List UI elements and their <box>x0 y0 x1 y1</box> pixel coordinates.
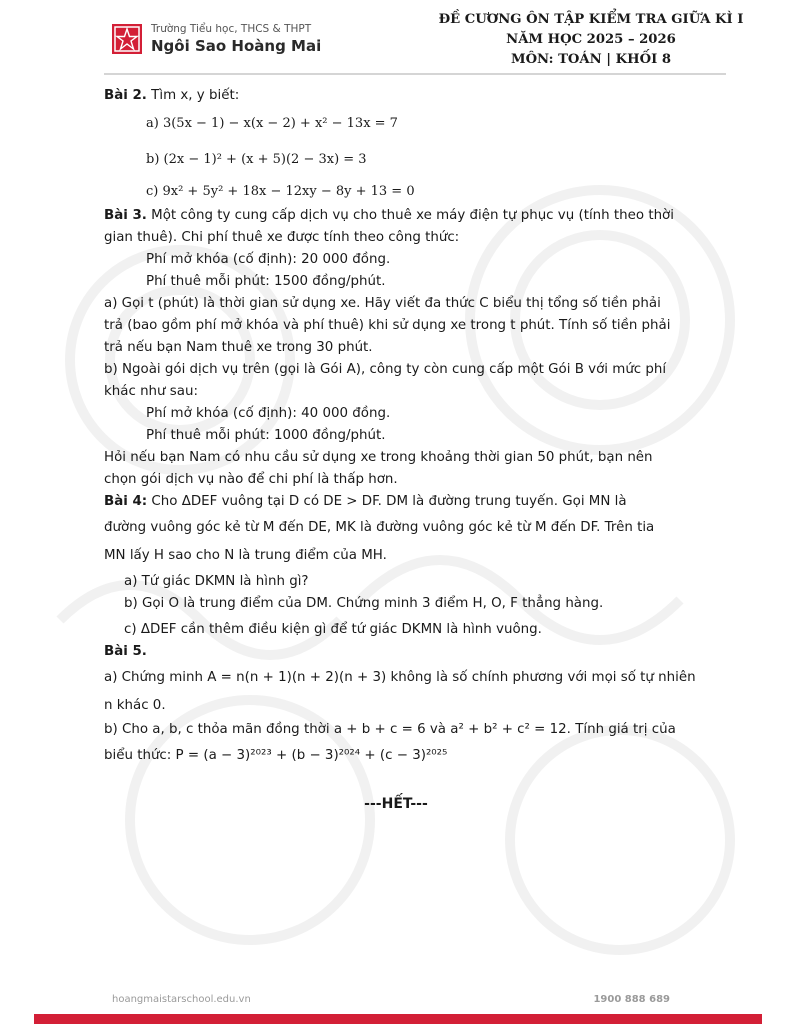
bai2-b: b) (2x − 1)² + (x + 5)(2 − 3x) = 3 <box>146 152 367 167</box>
subject-grade: MÔN: TOÁN | KHỐI 8 <box>510 52 672 67</box>
bai4-line2: đường vuông góc kẻ từ M đến DE, MK là đường vuông góc kẻ từ M đến DF. Trên tia <box>104 520 655 535</box>
bai3-line10: Phí mở khóa (cố định): 40 000 đồng. <box>146 406 391 421</box>
bai2-intro: Bài 2. Tìm x, y biết: <box>104 88 240 103</box>
bai5-heading: Bài 5. <box>104 644 147 659</box>
bai5-a-line2: n khác 0. <box>104 698 166 713</box>
bai2-c: c) 9x² + 5y² + 18x − 12xy − 8y + 13 = 0 <box>146 184 415 199</box>
bai3-line8: b) Ngoài gói dịch vụ trên (gọi là Gói A), công ty còn cung cấp một Gói B với mức phí <box>104 362 667 377</box>
bai4-a: a) Tứ giác DKMN là hình gì? <box>124 574 309 589</box>
bai3-line5: a) Gọi t (phút) là thời gian sử dụng xe. Hãy viết đa thức C biểu thị tổng số tiền phải <box>104 296 661 311</box>
bai2-a: a) 3(5x − 1) − x(x − 2) + x² − 13x = 7 <box>146 116 398 131</box>
school-year: NĂM HỌC 2025 – 2026 <box>506 32 676 47</box>
bai4-b: b) Gọi O là trung điểm của DM. Chứng minh 3 điểm H, O, F thẳng hàng. <box>124 596 604 611</box>
bai3-line1: Bài 3. Một công ty cung cấp dịch vụ cho thuê xe máy điện tự phục vụ (tính theo thời <box>104 208 674 223</box>
bai3-line4: Phí thuê mỗi phút: 1500 đồng/phút. <box>146 274 386 289</box>
bai4-c: c) ΔDEF cần thêm điều kiện gì để tứ giác DKMN là hình vuông. <box>124 622 542 637</box>
footer-phone: 1900 888 689 <box>593 994 670 1005</box>
document-title: ĐỀ CƯƠNG ÔN TẬP KIỂM TRA GIỮA KÌ I <box>438 12 744 27</box>
bai5-b-line1: b) Cho a, b, c thỏa mãn đồng thời a + b + c = 6 và a² + b² + c² = 12. Tính giá trị của <box>104 722 676 737</box>
school-name: Ngôi Sao Hoàng Mai <box>151 37 322 55</box>
bai3-line7: trả nếu bạn Nam thuê xe trong 30 phút. <box>104 340 373 355</box>
bai3-line11: Phí thuê mỗi phút: 1000 đồng/phút. <box>146 428 386 443</box>
bai3-line2: gian thuê). Chi phí thuê xe được tính theo công thức: <box>104 230 460 245</box>
bai5-b-line2: biểu thức: P = (a − 3)²⁰²³ + (b − 3)²⁰²⁴ + (c − 3)²⁰²⁵ <box>104 748 448 763</box>
bai4-line1: Bài 4: Cho ΔDEF vuông tại D có DE > DF. DM là đường trung tuyến. Gọi MN là <box>104 494 627 509</box>
bai3-line3: Phí mở khóa (cố định): 20 000 đồng. <box>146 252 391 267</box>
bai3-line13: chọn gói dịch vụ nào để chi phí là thấp hơn. <box>104 472 398 487</box>
school-subtitle: Trường Tiểu học, THCS & THPT <box>151 23 312 35</box>
bai4-line3: MN lấy H sao cho N là trung điểm của MH. <box>104 548 387 563</box>
bai3-line9: khác như sau: <box>104 384 198 399</box>
header-divider <box>104 73 726 75</box>
bai3-line12: Hỏi nếu bạn Nam có nhu cầu sử dụng xe trong khoảng thời gian 50 phút, bạn nên <box>104 450 653 465</box>
bai5-a-line1: a) Chứng minh A = n(n + 1)(n + 2)(n + 3) không là số chính phương với mọi số tự nhiên <box>104 670 696 685</box>
bai3-line6: trả (bao gồm phí mở khóa và phí thuê) khi sử dụng xe trong t phút. Tính số tiền phải <box>104 318 671 333</box>
footer-accent-bar <box>34 1014 762 1024</box>
school-logo-icon <box>112 24 142 54</box>
bai4-heading: Bài 4: <box>104 494 148 509</box>
school-branding <box>151 22 321 56</box>
bai3-heading: Bài 3. <box>104 208 147 223</box>
bai2-heading: Bài 2. <box>104 88 147 103</box>
end-mark: ---HẾT--- <box>364 796 428 812</box>
document-header <box>426 10 756 70</box>
footer-website: hoangmaistarschool.edu.vn <box>112 994 251 1005</box>
